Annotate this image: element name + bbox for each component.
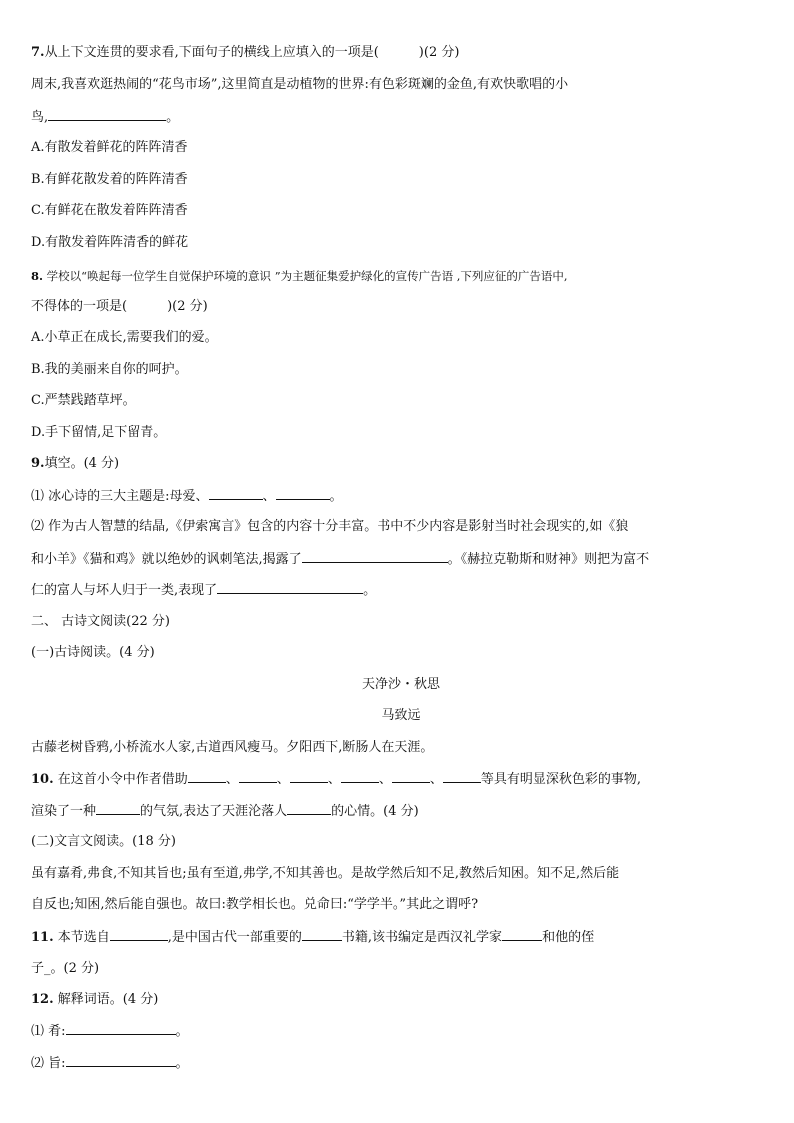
q8-option-d: D.手下留情,足下留青。 (31, 425, 167, 440)
q11-line2: 子_。(2 分) (31, 961, 100, 976)
answer-blank[interactable] (110, 928, 168, 941)
answer-blank[interactable] (302, 550, 448, 563)
q8-stem-line1: 8. 学校以“唤起每一位学生自觉保护环境的意识 ”为主题征集爱护绿化的宣传广告语 ,下列应征的广告语中, (31, 269, 568, 283)
q7-option-d: D.有散发着阵阵清香的鲜花 (31, 235, 189, 250)
q7-option-a: A.有散发着鲜花的阵阵清香 (31, 140, 188, 155)
answer-blank[interactable] (392, 770, 430, 783)
q12-title: 12. 解释词语。(4 分) (31, 992, 159, 1007)
answer-blank[interactable] (66, 1022, 176, 1035)
question-number: 9. (31, 456, 45, 471)
classical-text-line2: 自反也;知困,然后能自强也。故曰:教学相长也。兑命曰:“学学半。”其此之谓呼? (31, 897, 479, 912)
answer-blank[interactable] (341, 770, 379, 783)
q9-part2-line3: 仁的富人与坏人归于一类,表现了 。 (31, 583, 377, 598)
q8-option-b: B.我的美丽来自你的呵护。 (31, 362, 188, 377)
q9-part2-line2: 和小羊》《猫和鸡》就以绝妙的讽刺笔法,揭露了 。《赫拉克勒斯和财神》则把为富不 (31, 552, 650, 567)
answer-blank[interactable] (217, 581, 363, 594)
q10-line2: 渲染了一种 的气氛,表达了天涯沦落人 的心情。(4 分) (31, 804, 419, 819)
poem-title: 天净沙・秋思 (361, 677, 440, 692)
question-number: 11. (31, 930, 54, 945)
answer-blank[interactable] (188, 770, 226, 783)
question-number: 7. (31, 45, 45, 60)
answer-blank[interactable] (239, 770, 277, 783)
q9-title: 9.填空。(4 分) (31, 456, 120, 471)
q8-stem-line2: 不得体的一项是( )(2 分) (31, 299, 208, 314)
answer-blank[interactable] (443, 770, 481, 783)
q9-part2-line1: ⑵ 作为古人智慧的结晶,《伊索寓言》包含的内容十分丰富。书中不少内容是影射当时社会现实的,如《狼 (31, 519, 629, 534)
section-title: 二、 古诗文阅读(22 分) (31, 614, 170, 629)
subsection-title: (二)文言文阅读。(18 分) (31, 834, 176, 849)
q8-option-a: A.小草正在成长,需要我们的爱。 (31, 330, 218, 345)
q12-item1: ⑴ 肴: 。 (31, 1024, 189, 1039)
q10-line1: 10. 在这首小令中作者借助 、 、 、 、 、 等具有明显深秋色彩的事物, (31, 772, 641, 787)
q7-passage-line2: 鸟, 。 (31, 110, 180, 125)
answer-blank[interactable] (48, 108, 166, 121)
answer-blank[interactable] (290, 770, 328, 783)
answer-blank[interactable] (276, 487, 330, 500)
q12-item2: ⑵ 旨: 。 (31, 1056, 189, 1071)
answer-blank[interactable] (302, 928, 342, 941)
answer-blank[interactable] (209, 487, 263, 500)
poem-author: 马致远 (381, 708, 421, 723)
q7-option-b: B.有鲜花散发着的阵阵清香 (31, 172, 188, 187)
q11-line1: 11. 本节选自 ,是中国古代一部重要的 书籍,该书编定是西汉礼学家 和他的侄 (31, 930, 595, 945)
q7-option-c: C.有鲜花在散发着阵阵清香 (31, 203, 188, 218)
subsection-title: (一)古诗阅读。(4 分) (31, 645, 155, 660)
q7-passage-line1: 周末,我喜欢逛热闹的“花鸟市场”,这里简直是动植物的世界:有色彩斑斓的金鱼,有欢快歌唱的小 (31, 77, 569, 92)
q9-part1: ⑴ 冰心诗的三大主题是:母爱、 、 。 (31, 489, 343, 504)
answer-blank[interactable] (66, 1054, 176, 1067)
answer-blank[interactable] (96, 802, 140, 815)
question-number: 12. (31, 992, 54, 1007)
answer-blank[interactable] (287, 802, 331, 815)
q8-option-c: C.严禁践踏草坪。 (31, 393, 136, 408)
q7-stem: 7.从上下文连贯的要求看,下面句子的横线上应填入的一项是( )(2 分) (31, 45, 460, 60)
answer-blank[interactable] (502, 928, 542, 941)
classical-text-line1: 虽有嘉肴,弗食,不知其旨也;虽有至道,弗学,不知其善也。是故学然后知不足,教然后知困。知不足,然后能 (31, 866, 620, 881)
question-number: 10. (31, 772, 54, 787)
question-number: 8. (31, 269, 44, 283)
poem-text: 古藤老树昏鸦,小桥流水人家,古道西风瘦马。夕阳西下,断肠人在天涯。 (31, 740, 434, 755)
